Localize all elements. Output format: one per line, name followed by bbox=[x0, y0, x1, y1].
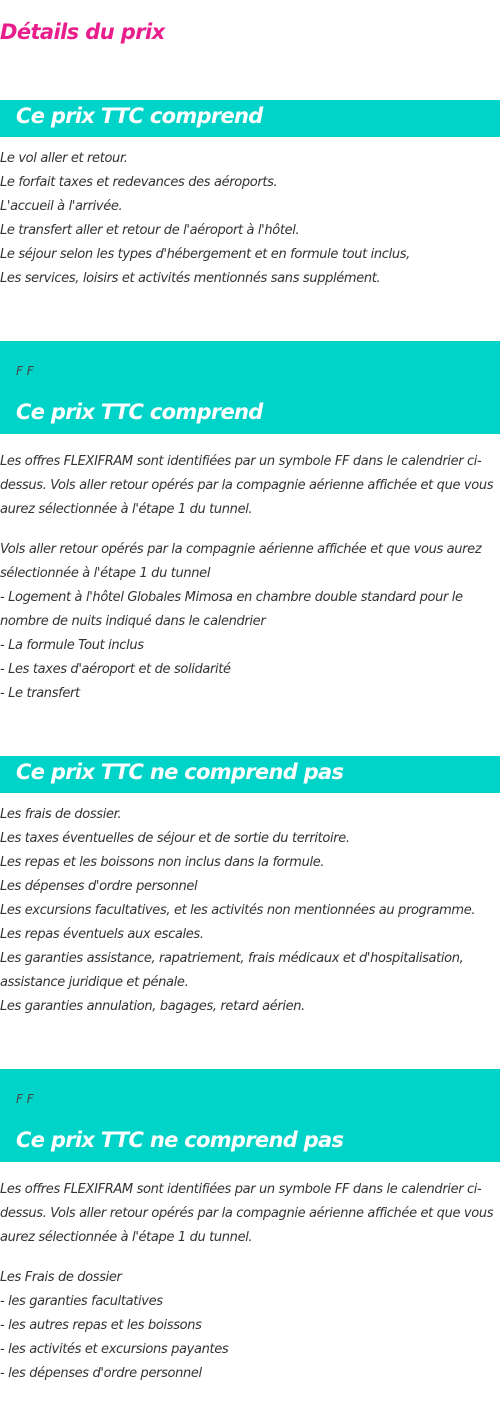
list-item: Les garanties assistance, rapatriement, frais médicaux et d'hospitalisation, bbox=[0, 951, 464, 966]
page-title: Détails du prix bbox=[0, 20, 165, 44]
paragraph-line: dessus. Vols aller retour opérés par la compagnie aérienne affichée et que vous bbox=[0, 1206, 494, 1221]
list-item: nombre de nuits indiqué dans le calendrier bbox=[0, 614, 266, 629]
paragraph-line: Les offres FLEXIFRAM sont identifiées par un symbole FF dans le calendrier ci- bbox=[0, 454, 482, 469]
list-item: - La formule Tout inclus bbox=[0, 638, 144, 653]
list-item: Les services, loisirs et activités mentionnés sans supplément. bbox=[0, 271, 381, 286]
ff-includes-intro bbox=[0, 450, 500, 522]
section-title: Ce prix TTC comprend bbox=[16, 400, 263, 424]
ff-badge: F F bbox=[16, 364, 34, 378]
list-item: - Le transfert bbox=[0, 686, 80, 701]
section-header-includes bbox=[0, 100, 500, 137]
list-item: - les dépenses d'ordre personnel bbox=[0, 1366, 202, 1381]
section-header-ff-excludes bbox=[0, 1069, 500, 1162]
section-header-excludes bbox=[0, 756, 500, 793]
list-item: Les Frais de dossier bbox=[0, 1270, 122, 1285]
list-item: - les activités et excursions payantes bbox=[0, 1342, 229, 1357]
paragraph-line: aurez sélectionnée à l'étape 1 du tunnel. bbox=[0, 502, 253, 517]
list-item: Vols aller retour opérés par la compagnie aérienne affichée et que vous aurez bbox=[0, 542, 482, 557]
ff-includes-list bbox=[0, 538, 500, 706]
ff-excludes-intro bbox=[0, 1178, 500, 1250]
paragraph-line: Les offres FLEXIFRAM sont identifiées par un symbole FF dans le calendrier ci- bbox=[0, 1182, 482, 1197]
list-item: L'accueil à l'arrivée. bbox=[0, 199, 123, 214]
section-title: Ce prix TTC ne comprend pas bbox=[16, 760, 344, 784]
includes-list bbox=[0, 147, 500, 291]
list-item: Les repas éventuels aux escales. bbox=[0, 927, 204, 942]
list-item: Les dépenses d'ordre personnel bbox=[0, 879, 198, 894]
list-item: Le forfait taxes et redevances des aéroports. bbox=[0, 175, 278, 190]
ff-badge: F F bbox=[16, 1092, 34, 1106]
excludes-list bbox=[0, 803, 500, 1019]
list-item: - Logement à l'hôtel Globales Mimosa en chambre double standard pour le bbox=[0, 590, 463, 605]
list-item: Les garanties annulation, bagages, retard aérien. bbox=[0, 999, 305, 1014]
list-item: Le séjour selon les types d'hébergement et en formule tout inclus, bbox=[0, 247, 410, 262]
list-item: Le transfert aller et retour de l'aéroport à l'hôtel. bbox=[0, 223, 300, 238]
list-item: assistance juridique et pénale. bbox=[0, 975, 189, 990]
list-item: Les taxes éventuelles de séjour et de sortie du territoire. bbox=[0, 831, 350, 846]
ff-excludes-list bbox=[0, 1266, 500, 1386]
paragraph-line: dessus. Vols aller retour opérés par la compagnie aérienne affichée et que vous bbox=[0, 478, 494, 493]
list-item: Les repas et les boissons non inclus dans la formule. bbox=[0, 855, 325, 870]
section-title: Ce prix TTC ne comprend pas bbox=[16, 1128, 344, 1152]
list-item: Les excursions facultatives, et les activités non mentionnées au programme. bbox=[0, 903, 476, 918]
list-item: - les garanties facultatives bbox=[0, 1294, 163, 1309]
list-item: - les autres repas et les boissons bbox=[0, 1318, 202, 1333]
section-title: Ce prix TTC comprend bbox=[16, 104, 263, 128]
list-item: sélectionnée à l'étape 1 du tunnel bbox=[0, 566, 211, 581]
list-item: Les frais de dossier. bbox=[0, 807, 122, 822]
list-item: - Les taxes d'aéroport et de solidarité bbox=[0, 662, 231, 677]
list-item: Le vol aller et retour. bbox=[0, 151, 128, 166]
section-header-ff-includes bbox=[0, 341, 500, 434]
paragraph-line: aurez sélectionnée à l'étape 1 du tunnel. bbox=[0, 1230, 253, 1245]
